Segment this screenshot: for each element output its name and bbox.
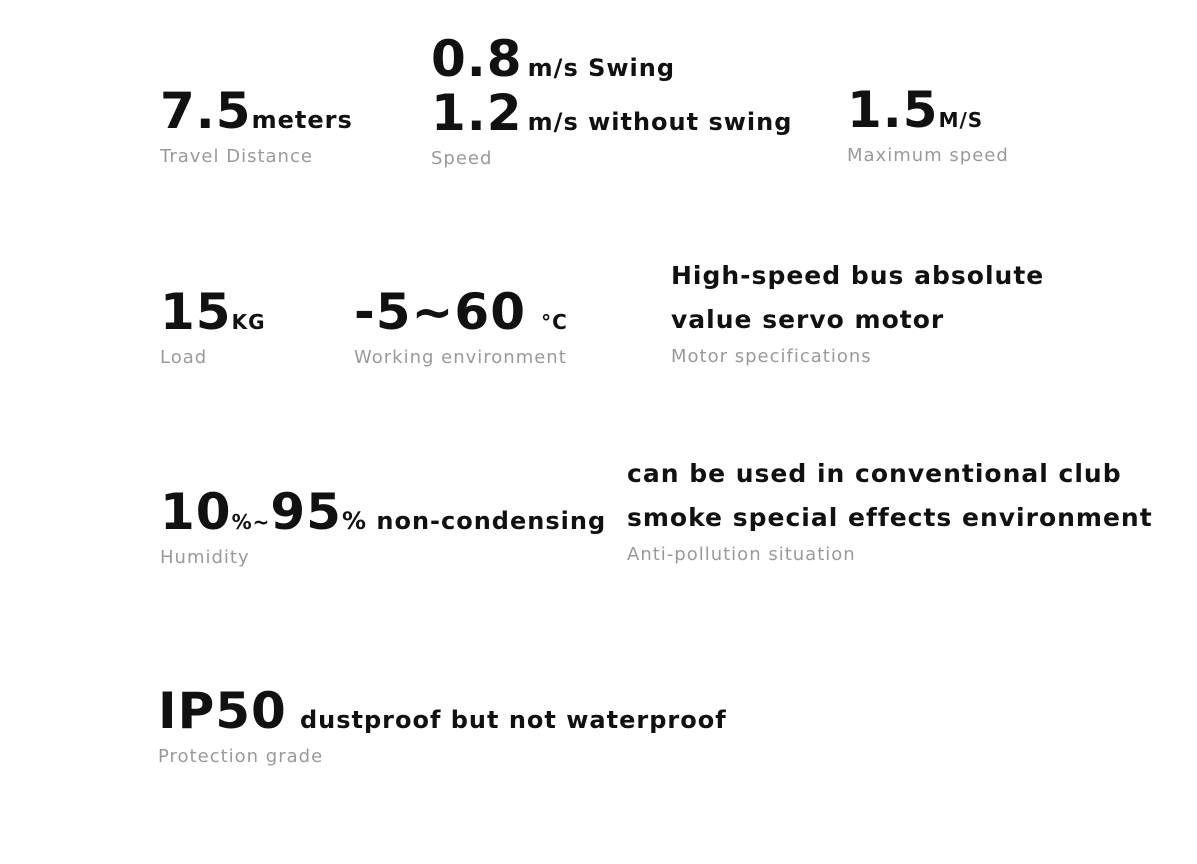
speed-no-swing-unit: m/s without swing	[527, 108, 793, 136]
speed-no-swing-value: 1.2	[431, 84, 523, 142]
travel-distance-label: Travel Distance	[160, 146, 313, 167]
motor-line-2: value servo motor	[671, 305, 945, 334]
spec-maximum-speed	[847, 81, 1009, 166]
spec-load	[160, 283, 266, 368]
spec-working-environment	[354, 283, 568, 368]
travel-distance-value: 7.5	[160, 82, 252, 140]
working-env-value: -5~60	[354, 283, 527, 341]
motor-line-1: High-speed bus absolute	[671, 261, 1045, 290]
spec-anti-pollution	[627, 452, 1153, 565]
max-speed-unit: M/S	[938, 108, 984, 132]
load-value: 15	[160, 283, 232, 341]
spec-humidity	[160, 483, 607, 568]
speed-swing-value: 0.8	[431, 30, 523, 88]
humidity-value-min: 10	[160, 483, 232, 541]
humidity-separator: %~	[231, 510, 271, 534]
humidity-unit: % non-condensing	[341, 507, 607, 535]
speed-label: Speed	[431, 148, 493, 169]
motor-label: Motor specifications	[671, 346, 872, 367]
anti-pollution-line-1: can be used in conventional club	[627, 459, 1122, 488]
max-speed-label: Maximum speed	[847, 145, 1009, 166]
protection-value: IP50	[158, 682, 287, 740]
load-unit: KG	[231, 310, 266, 334]
spec-motor	[671, 254, 1044, 367]
protection-label: Protection grade	[158, 746, 324, 767]
humidity-label: Humidity	[160, 547, 250, 568]
spec-speed	[431, 30, 793, 169]
working-env-unit: °C	[541, 310, 568, 334]
max-speed-value: 1.5	[847, 81, 939, 139]
protection-unit: dustproof but not waterproof	[299, 706, 727, 734]
spec-travel-distance	[160, 82, 353, 167]
humidity-value-max: 95	[270, 483, 342, 541]
spec-protection-grade	[158, 682, 727, 767]
anti-pollution-label: Anti-pollution situation	[627, 544, 856, 565]
anti-pollution-line-2: smoke special effects environment	[627, 503, 1153, 532]
load-label: Load	[160, 347, 208, 368]
travel-distance-unit: meters	[251, 106, 353, 134]
working-env-label: Working environment	[354, 347, 567, 368]
speed-swing-unit: m/s Swing	[527, 54, 676, 82]
